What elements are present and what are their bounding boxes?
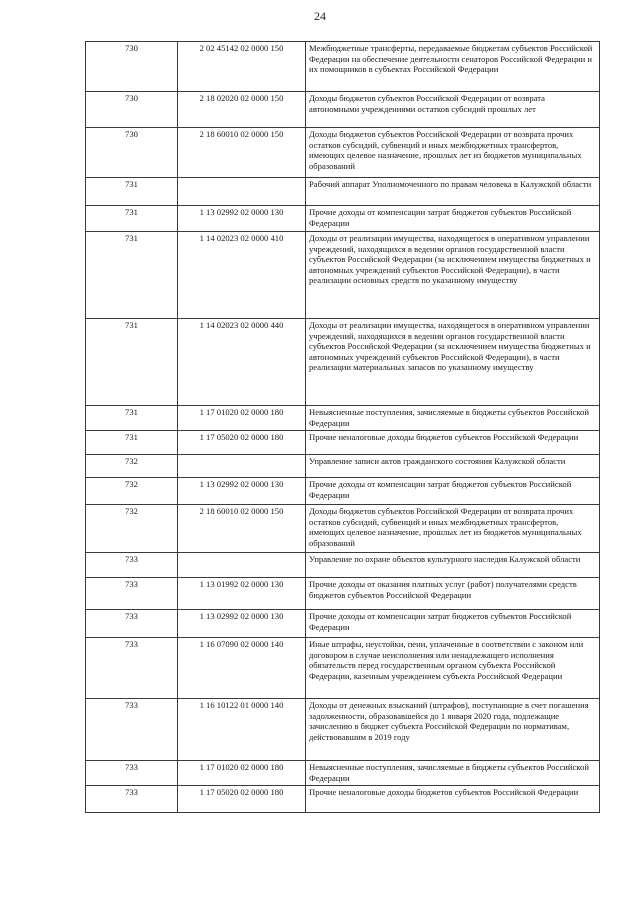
admin-code-cell: 733: [86, 553, 178, 578]
table-row: [86, 786, 600, 813]
revenue-name-cell: Доходы бюджетов субъектов Российской Федерации от возврата прочих остатков субсидий, субвенций и иных межбюджетных трансфертов, имеющих целевое назначение, прошлых лет из бюджетов муниципальных образований: [306, 505, 600, 553]
revenue-name-cell: Доходы бюджетов субъектов Российской Федерации от возврата прочих остатков субсидий, субвенций и иных межбюджетных трансфертов, имеющих целевое назначение, прошлых лет из бюджетов муниципальных образований: [306, 128, 600, 178]
admin-code-cell: 730: [86, 92, 178, 128]
table-row: [86, 206, 600, 232]
page-number: 24: [314, 9, 326, 23]
revenue-code-cell: 1 13 02992 02 0000 130: [178, 610, 306, 638]
revenue-name-cell: Прочие неналоговые доходы бюджетов субъектов Российской Федерации: [306, 431, 600, 455]
table-row: [86, 699, 600, 761]
admin-code-cell: 731: [86, 406, 178, 431]
revenue-name-cell: Рабочий аппарат Уполномоченного по правам человека в Калужской области: [306, 178, 600, 206]
revenue-name-cell: Прочие доходы от оказания платных услуг (работ) получателями средств бюджетов субъектов Российской Федерации: [306, 578, 600, 610]
revenue-name-cell: Доходы от реализации имущества, находящегося в оперативном управлении учреждений, находящихся в ведении органов государственной власти субъектов Российской Федерации (за исключением имущества бюджетных и автономных учреждений субъектов Российской Федерации), в части реализации материальных запасов по указанному имуществу: [306, 319, 600, 406]
revenue-name-cell: Межбюджетные трансферты, передаваемые бюджетам субъектов Российской Федерации на обеспечение деятельности сенаторов Российской Федерации и их помощников в субъектах Российской Федерации: [306, 42, 600, 92]
table-row: [86, 638, 600, 699]
revenue-name-cell: Доходы бюджетов субъектов Российской Федерации от возврата автономными учреждениями остатков субсидий прошлых лет: [306, 92, 600, 128]
revenue-code-cell: 1 17 05020 02 0000 180: [178, 431, 306, 455]
table-row: [86, 610, 600, 638]
revenue-code-cell: 2 18 60010 02 0000 150: [178, 505, 306, 553]
admin-code-cell: 733: [86, 578, 178, 610]
revenue-code-cell: 1 16 10122 01 0000 140: [178, 699, 306, 761]
revenue-name-cell: Управление записи актов гражданского состояния Калужской области: [306, 455, 600, 478]
admin-code-cell: 731: [86, 431, 178, 455]
revenue-code-cell: 1 13 01992 02 0000 130: [178, 578, 306, 610]
table-row: [86, 92, 600, 128]
table-row: [86, 232, 600, 319]
table-row: [86, 178, 600, 206]
admin-code-cell: 731: [86, 206, 178, 232]
admin-code-cell: 732: [86, 478, 178, 505]
admin-code-cell: 731: [86, 319, 178, 406]
revenue-codes-table: [85, 41, 600, 813]
revenue-code-cell: 1 17 01020 02 0000 180: [178, 406, 306, 431]
revenue-name-cell: Доходы от денежных взысканий (штрафов), поступающие в счет погашения задолженности, образовавшейся до 1 января 2020 года, подлежащие зачислению в бюджет субъекта Российской Федерации по нормативам, действовавшим в 2019 году: [306, 699, 600, 761]
admin-code-cell: 730: [86, 42, 178, 92]
table-row: [86, 128, 600, 178]
admin-code-cell: 731: [86, 178, 178, 206]
revenue-code-cell: 1 16 07090 02 0000 140: [178, 638, 306, 699]
admin-code-cell: 731: [86, 232, 178, 319]
revenue-name-cell: Прочие доходы от компенсации затрат бюджетов субъектов Российской Федерации: [306, 478, 600, 505]
revenue-name-cell: Прочие неналоговые доходы бюджетов субъектов Российской Федерации: [306, 786, 600, 813]
table-row: [86, 406, 600, 431]
revenue-code-cell: [178, 455, 306, 478]
revenue-name-cell: Иные штрафы, неустойки, пени, уплаченные в соответствии с законом или договором в случае неисполнения или ненадлежащего исполнения обязательств перед государственным органом субъекта Российской Федерации, казенным учреждением субъекта Российской Федерации: [306, 638, 600, 699]
table-row: [86, 478, 600, 505]
table-row: [86, 431, 600, 455]
admin-code-cell: 732: [86, 505, 178, 553]
revenue-code-cell: 2 18 02020 02 0000 150: [178, 92, 306, 128]
revenue-code-cell: 2 18 60010 02 0000 150: [178, 128, 306, 178]
revenue-code-cell: 1 14 02023 02 0000 440: [178, 319, 306, 406]
admin-code-cell: 733: [86, 761, 178, 786]
revenue-code-cell: 1 17 01020 02 0000 180: [178, 761, 306, 786]
table-row: [86, 505, 600, 553]
table-row: [86, 578, 600, 610]
revenue-code-cell: [178, 553, 306, 578]
revenue-code-cell: 1 13 02992 02 0000 130: [178, 478, 306, 505]
table-row: [86, 42, 600, 92]
revenue-code-cell: 1 14 02023 02 0000 410: [178, 232, 306, 319]
admin-code-cell: 732: [86, 455, 178, 478]
admin-code-cell: 733: [86, 699, 178, 761]
revenue-name-cell: Невыясненные поступления, зачисляемые в бюджеты субъектов Российской Федерации: [306, 761, 600, 786]
admin-code-cell: 730: [86, 128, 178, 178]
revenue-name-cell: Прочие доходы от компенсации затрат бюджетов субъектов Российской Федерации: [306, 610, 600, 638]
revenue-code-cell: [178, 178, 306, 206]
revenue-name-cell: Управление по охране объектов культурного наследия Калужской области: [306, 553, 600, 578]
revenue-code-cell: 1 17 05020 02 0000 180: [178, 786, 306, 813]
revenue-name-cell: Прочие доходы от компенсации затрат бюджетов субъектов Российской Федерации: [306, 206, 600, 232]
revenue-name-cell: Доходы от реализации имущества, находящегося в оперативном управлении учреждений, находящихся в ведении органов государственной власти субъектов Российской Федерации (за исключением имущества бюджетных и автономных учреждений субъектов Российской Федерации), в части реализации основных средств по указанному имуществу: [306, 232, 600, 319]
admin-code-cell: 733: [86, 786, 178, 813]
revenue-code-cell: 1 13 02992 02 0000 130: [178, 206, 306, 232]
table-row: [86, 761, 600, 786]
revenue-name-cell: Невыясненные поступления, зачисляемые в бюджеты субъектов Российской Федерации: [306, 406, 600, 431]
table-row: [86, 455, 600, 478]
table-row: [86, 319, 600, 406]
revenue-code-cell: 2 02 45142 02 0000 150: [178, 42, 306, 92]
admin-code-cell: 733: [86, 610, 178, 638]
table-row: [86, 553, 600, 578]
admin-code-cell: 733: [86, 638, 178, 699]
